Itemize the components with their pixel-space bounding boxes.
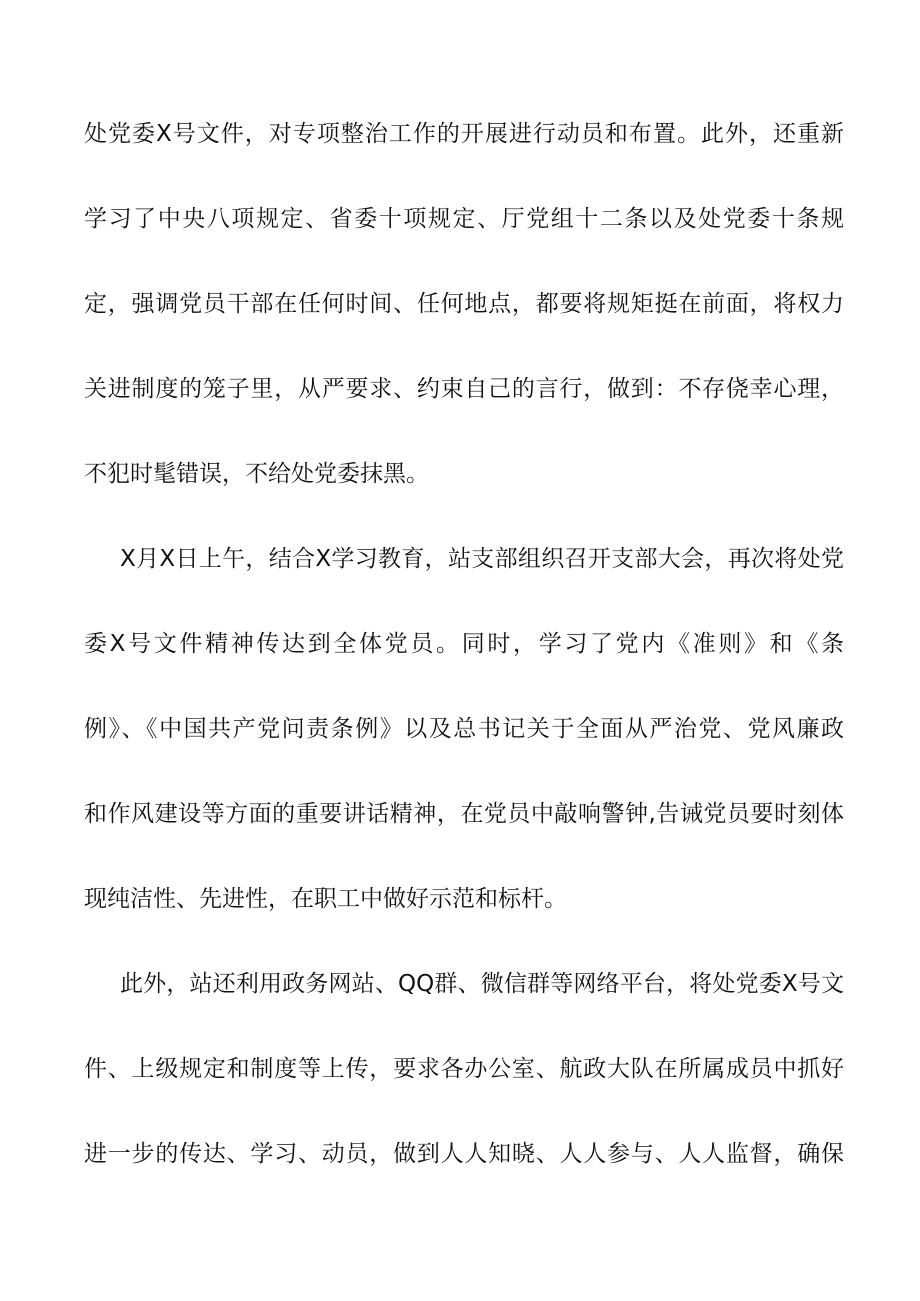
paragraph-line: 此外，站还利用政务网站、QQ群、微信群等网络平台，将处党委X号文	[120, 971, 844, 997]
paragraph-line: 关进制度的笼子里，从严要求、约束自己的言行，做到：不存侥幸心理，	[84, 376, 844, 402]
paragraph-line: 学习了中央八项规定、省委十项规定、厅党组十二条以及处党委十条规	[84, 206, 844, 232]
paragraph-line: 定，强调党员干部在任何时间、任何地点，都要将规矩挺在前面，将权力	[84, 291, 844, 317]
paragraph-line: 件、上级规定和制度等上传，要求各办公室、航政大队在所属成员中抓好	[84, 1056, 844, 1082]
paragraph-line: 处党委X号文件，对专项整治工作的开展进行动员和布置。此外，还重新	[84, 121, 844, 147]
paragraph-line: 现纯洁性、先进性，在职工中做好示范和标杆。	[84, 886, 567, 912]
paragraph-line: 例》、《中国共产党问责条例》以及总书记关于全面从严治党、党风廉政	[84, 716, 844, 742]
paragraph-line: 委X号文件精神传达到全体党员。同时，学习了党内《准则》和《条	[84, 631, 844, 657]
paragraph-line: 和作风建设等方面的重要讲话精神，在党员中敲响警钟,告诫党员要时刻体	[84, 801, 844, 827]
paragraph-line: 不犯时髦错误，不给处党委抹黑。	[84, 461, 429, 487]
paragraph-line: X月X日上午，结合X学习教育，站支部组织召开支部大会，再次将处党	[120, 546, 844, 572]
paragraph-line: 进一步的传达、学习、动员，做到人人知晓、人人参与、人人监督，确保	[84, 1141, 844, 1167]
